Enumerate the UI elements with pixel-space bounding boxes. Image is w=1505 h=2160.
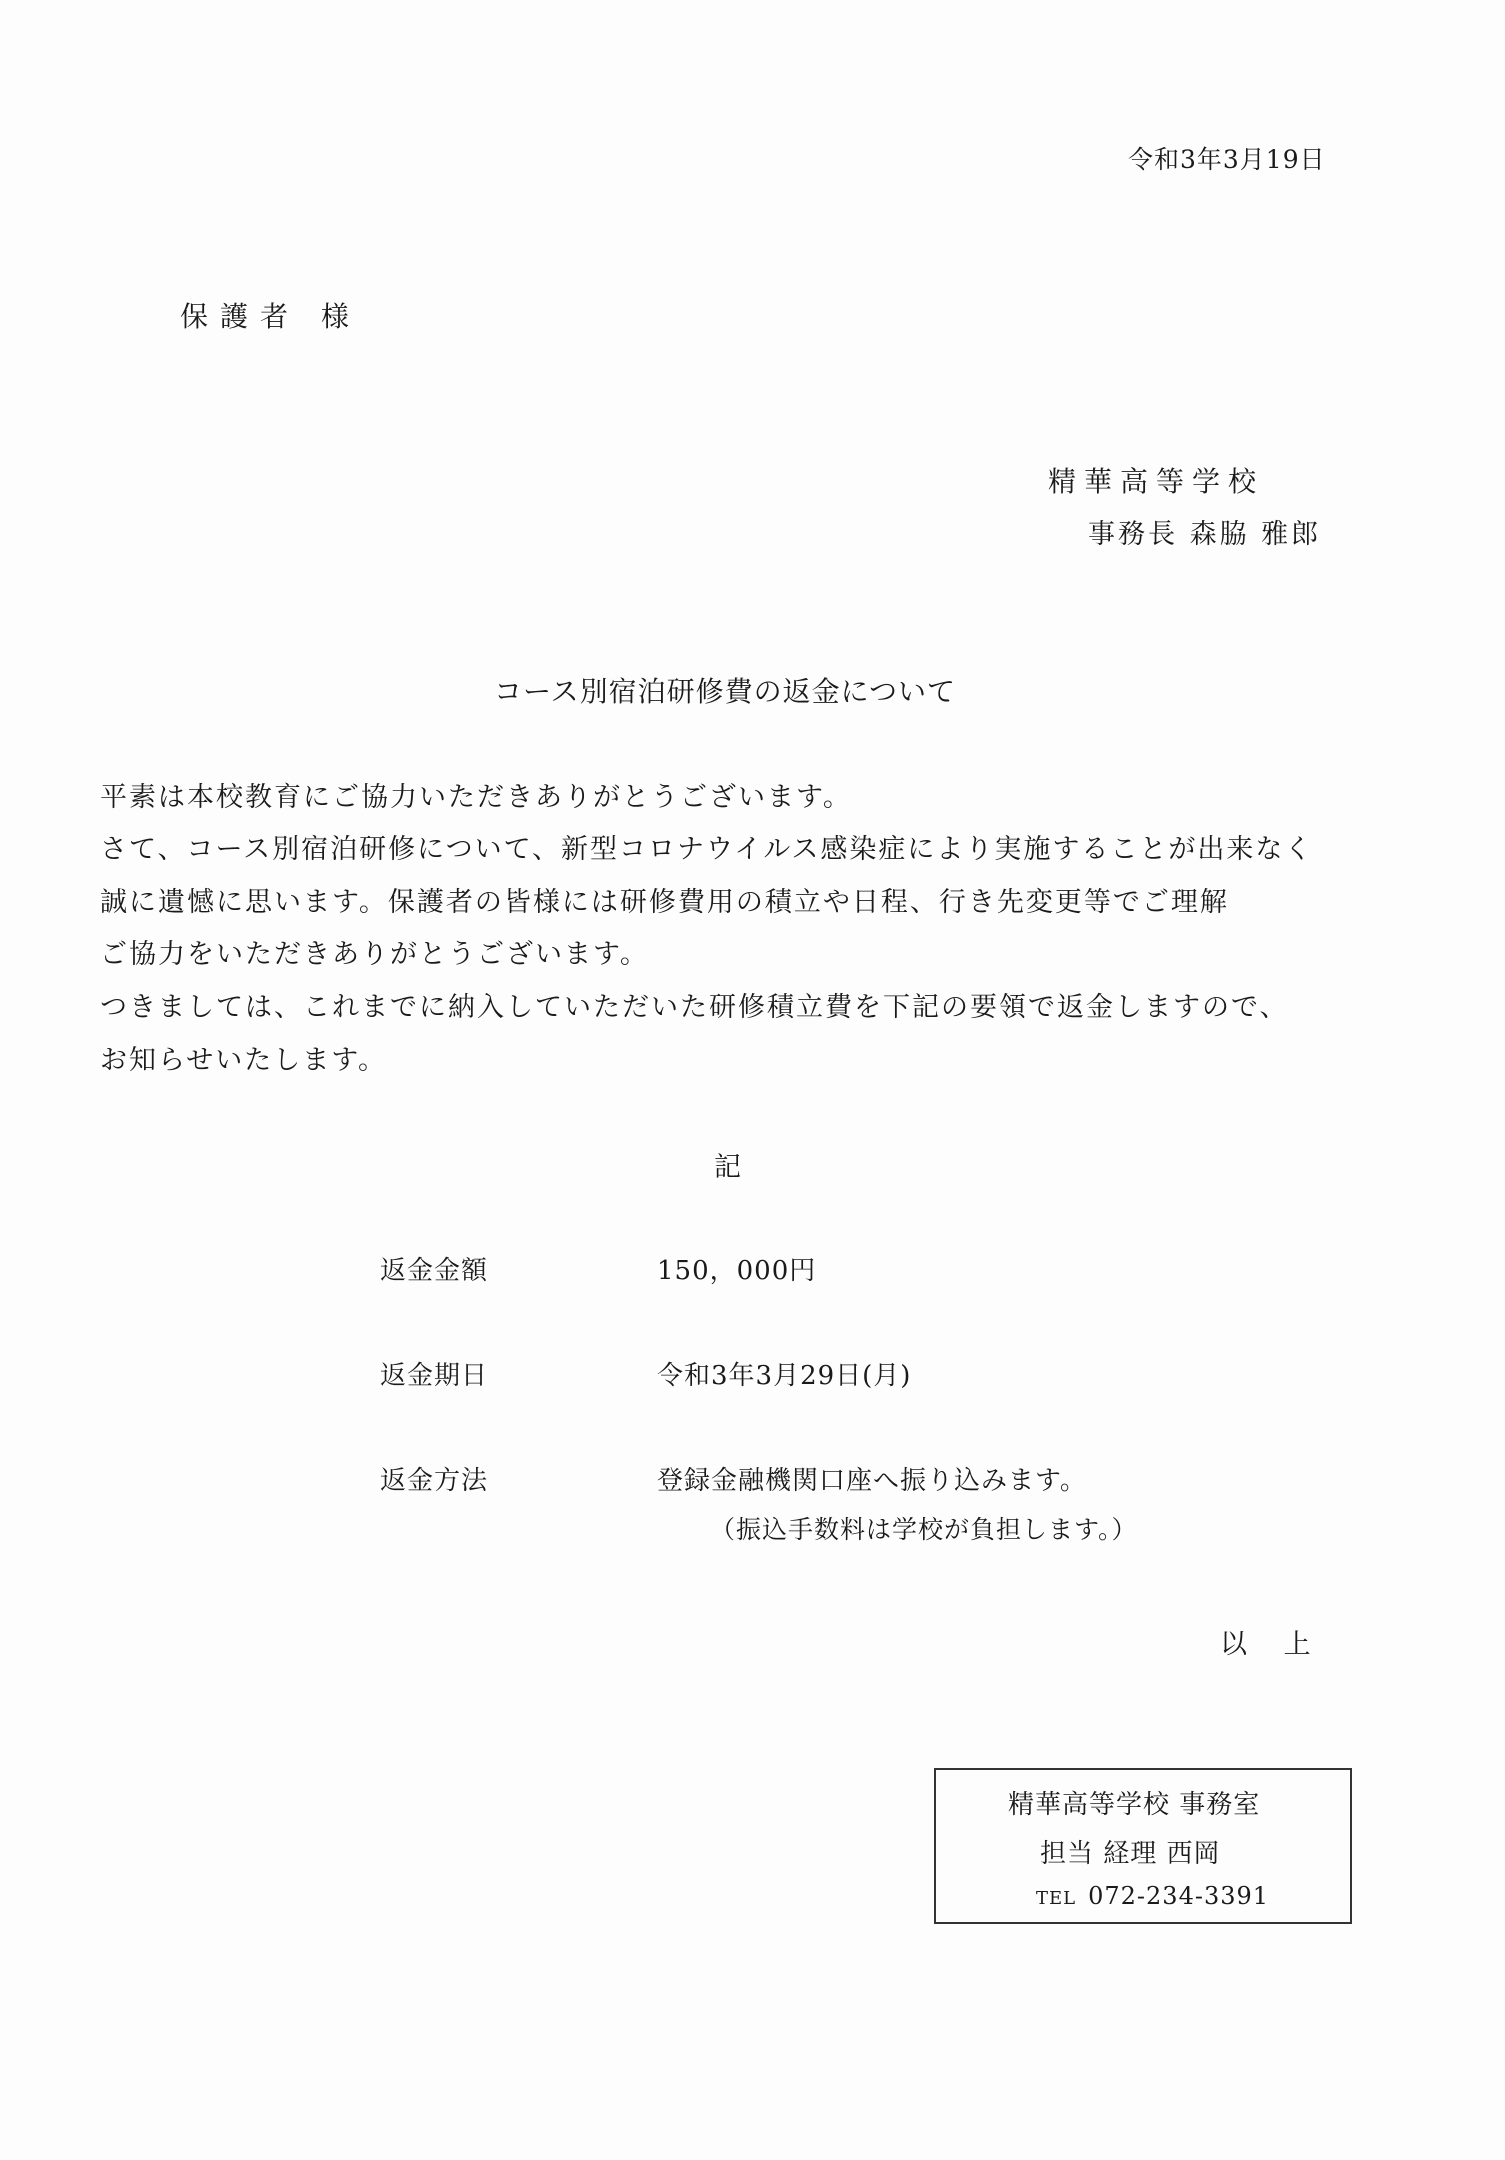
body-line: ご協力をいただきありがとうございます。: [100, 939, 649, 970]
refund-date-label: 返金期日: [380, 1361, 489, 1391]
refund-date-value: 令和3年3月29日(月): [657, 1361, 912, 1391]
refund-method-label: 返金方法: [380, 1466, 489, 1496]
addressee: 保護者 様: [180, 300, 361, 333]
contact-box: [934, 1768, 1352, 1924]
sender-officer: 事務長 森脇 雅郎: [1088, 519, 1322, 550]
sender-school: 精華高等学校: [1048, 465, 1265, 498]
tel-number: 072-234-3391: [1088, 1882, 1270, 1910]
letter-title: コース別宿泊研修費の返金について: [494, 675, 957, 708]
contact-office: 精華高等学校 事務室: [1008, 1790, 1261, 1820]
tel-label: TEL: [1036, 1888, 1077, 1909]
closing-mark: 以 上: [1220, 1629, 1325, 1660]
body-line: 誠に遺憾に思います。保護者の皆様には研修費用の積立や日程、行き先変更等でご理解: [100, 887, 1229, 918]
ki-heading: 記: [714, 1152, 741, 1183]
fee-note: （振込手数料は学校が負担します。）: [710, 1515, 1138, 1544]
body-line: さて、コース別宿泊研修について、新型コロナウイルス感染症により実施することが出来なく: [100, 834, 1314, 865]
body-line: お知らせいたします。: [100, 1045, 388, 1076]
refund-amount-value: 150，000円: [657, 1256, 817, 1286]
refund-method-value: 登録金融機関口座へ振り込みます。: [657, 1466, 1087, 1496]
letter-date: 令和3年3月19日: [1128, 145, 1326, 174]
refund-amount-label: 返金金額: [380, 1256, 489, 1286]
contact-tel: [1036, 1882, 1269, 1910]
contact-person: 担当 経理 西岡: [1040, 1839, 1221, 1869]
body-line: 平素は本校教育にご協力いただきありがとうございます。: [100, 782, 852, 813]
body-line: つきましては、これまでに納入していただいた研修積立費を下記の要領で返金しますので、: [100, 992, 1289, 1023]
